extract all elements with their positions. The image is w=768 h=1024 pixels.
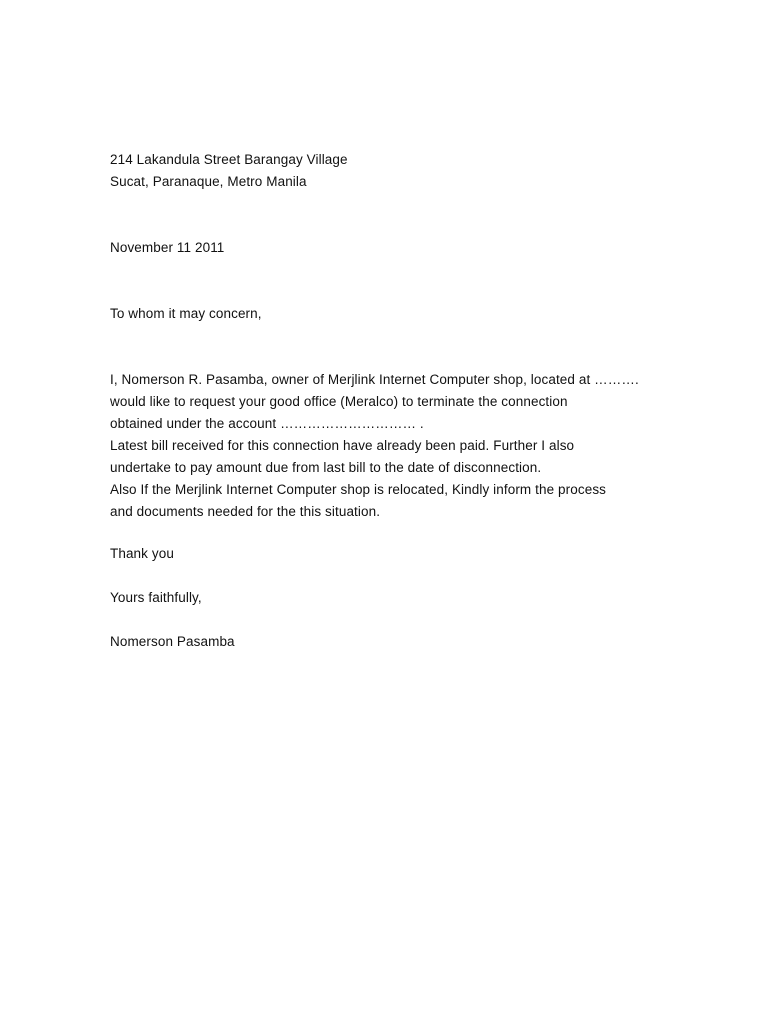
body-line: obtained under the account ………………………… .: [110, 416, 424, 431]
closing-line: Yours faithfully,: [110, 590, 202, 605]
body-line: Latest bill received for this connection have already been paid. Further I also: [110, 438, 575, 453]
sender-address-line-2: Sucat, Paranaque, Metro Manila: [110, 174, 307, 189]
letter-date: November 11 2011: [110, 240, 225, 255]
body-line: Also If the Merjlink Internet Computer shop is relocated, Kindly inform the process: [110, 482, 607, 497]
body-line: I, Nomerson R. Pasamba, owner of Merjlink Internet Computer shop, located at ……….: [110, 372, 639, 387]
sender-address-line-1: 214 Lakandula Street Barangay Village: [110, 152, 348, 167]
body-line: would like to request your good office (Meralco) to terminate the connection: [110, 394, 568, 409]
body-line: and documents needed for the this situation.: [110, 504, 381, 519]
body-line: undertake to pay amount due from last bill to the date of disconnection.: [110, 460, 542, 475]
salutation: To whom it may concern,: [110, 306, 262, 321]
signature-name: Nomerson Pasamba: [110, 634, 235, 649]
thank-you-line: Thank you: [110, 546, 174, 561]
